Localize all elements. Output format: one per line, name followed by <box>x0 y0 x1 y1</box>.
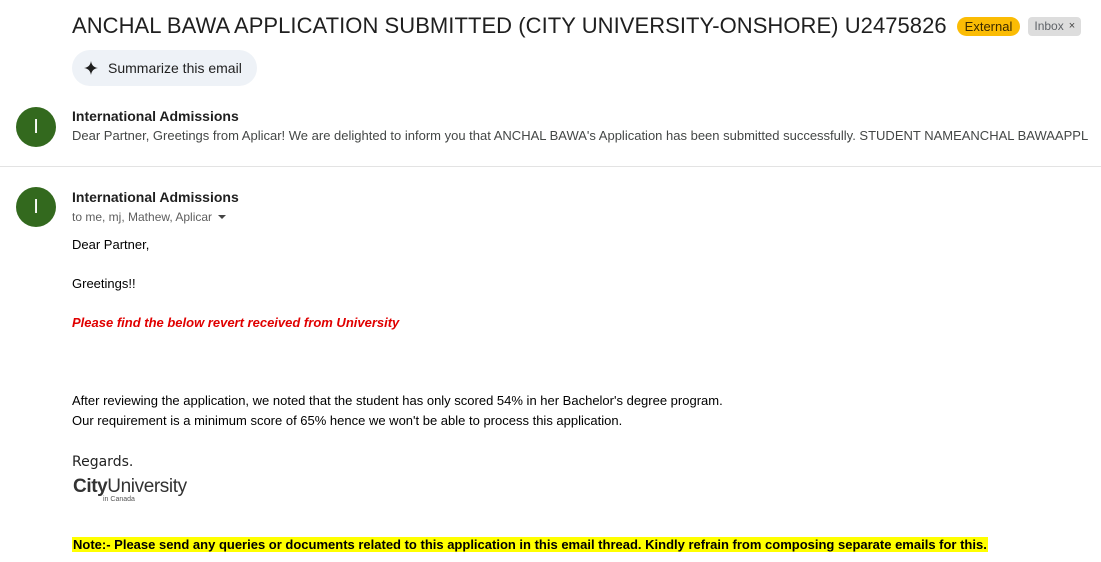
logo-city: City <box>73 476 108 497</box>
message-snippet[interactable]: Dear Partner, Greetings from Aplicar! We are delighted to inform you that ANCHAL BAWA's Application has been submitted successfully. STUDENT NAMEANCHAL BAWAAPPL <box>72 128 1089 143</box>
body-regards: Regards. <box>72 454 134 470</box>
logo-sub: in Canada <box>103 496 135 503</box>
summarize-email-button[interactable] <box>72 50 257 86</box>
highlighted-note: Note:- Please send any queries or documents related to this application in this email thread. Kindly refrain from composing separate emails for this. <box>73 537 987 552</box>
subject-row <box>72 13 1081 39</box>
body-line-1: After reviewing the application, we noted that the student has only scored 54% in her Bachelor's degree program. <box>72 393 723 408</box>
sparkle-icon <box>84 61 98 75</box>
inbox-label-text: Inbox <box>1034 18 1064 33</box>
body-greeting: Dear Partner, <box>72 237 150 252</box>
body-revert-note: Please find the below revert received from University <box>72 315 400 330</box>
external-badge: External <box>957 17 1021 36</box>
message-divider <box>0 166 1101 167</box>
recipients-details[interactable] <box>72 210 226 224</box>
summarize-label: Summarize this email <box>108 60 242 76</box>
body-line-2: Our requirement is a minimum score of 65% hence we won't be able to process this application. <box>72 413 623 428</box>
avatar[interactable]: I <box>16 187 56 227</box>
recipients-text: to me, mj, Mathew, Aplicar <box>72 210 213 224</box>
email-subject: ANCHAL BAWA APPLICATION SUBMITTED (CITY UNIVERSITY-ONSHORE) U2475826 <box>72 13 947 38</box>
sender-name[interactable]: International Admissions <box>72 189 239 205</box>
logo-university: University <box>107 476 187 497</box>
inbox-label-chip[interactable] <box>1028 17 1081 36</box>
caret-down-icon[interactable] <box>218 215 226 219</box>
city-university-logo <box>73 477 187 503</box>
body-greetings: Greetings!! <box>72 276 136 291</box>
close-icon[interactable]: × <box>1068 19 1076 32</box>
avatar[interactable]: I <box>16 107 56 147</box>
sender-name[interactable]: International Admissions <box>72 108 239 124</box>
